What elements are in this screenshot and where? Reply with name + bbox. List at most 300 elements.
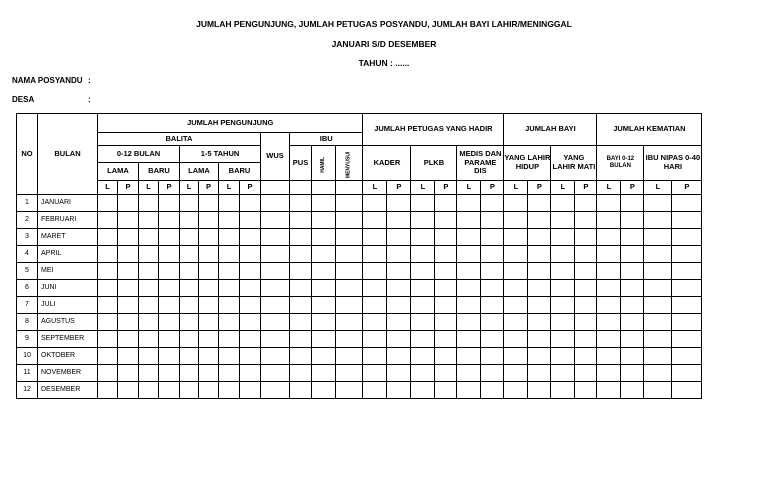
data-cell[interactable] xyxy=(621,382,644,399)
data-cell[interactable] xyxy=(261,348,290,365)
data-cell[interactable] xyxy=(575,314,597,331)
data-cell[interactable] xyxy=(98,331,118,348)
data-cell[interactable] xyxy=(240,246,261,263)
data-cell[interactable] xyxy=(551,314,575,331)
data-cell[interactable] xyxy=(672,195,702,212)
data-cell[interactable] xyxy=(621,280,644,297)
data-cell[interactable] xyxy=(199,246,219,263)
data-cell[interactable] xyxy=(219,246,240,263)
data-cell[interactable] xyxy=(597,246,621,263)
data-cell[interactable] xyxy=(336,365,363,382)
data-cell[interactable] xyxy=(240,229,261,246)
data-cell[interactable] xyxy=(411,212,435,229)
data-cell[interactable] xyxy=(644,246,672,263)
data-cell[interactable] xyxy=(597,212,621,229)
data-cell[interactable] xyxy=(199,195,219,212)
data-cell[interactable] xyxy=(363,263,387,280)
data-cell[interactable] xyxy=(336,263,363,280)
data-cell[interactable] xyxy=(312,314,336,331)
data-cell[interactable] xyxy=(528,365,551,382)
data-cell[interactable] xyxy=(551,348,575,365)
data-cell[interactable] xyxy=(219,365,240,382)
data-cell[interactable] xyxy=(481,246,504,263)
data-cell[interactable] xyxy=(621,263,644,280)
data-cell[interactable] xyxy=(261,314,290,331)
data-cell[interactable] xyxy=(504,297,528,314)
data-cell[interactable] xyxy=(363,212,387,229)
data-cell[interactable] xyxy=(363,365,387,382)
data-cell[interactable] xyxy=(504,331,528,348)
data-cell[interactable] xyxy=(180,314,199,331)
data-cell[interactable] xyxy=(180,365,199,382)
data-cell[interactable] xyxy=(290,297,312,314)
data-cell[interactable] xyxy=(435,314,457,331)
data-cell[interactable] xyxy=(551,382,575,399)
data-cell[interactable] xyxy=(528,195,551,212)
data-cell[interactable] xyxy=(644,365,672,382)
data-cell[interactable] xyxy=(336,297,363,314)
data-cell[interactable] xyxy=(240,297,261,314)
data-cell[interactable] xyxy=(159,280,180,297)
data-cell[interactable] xyxy=(261,365,290,382)
data-cell[interactable] xyxy=(597,195,621,212)
data-cell[interactable] xyxy=(98,195,118,212)
data-cell[interactable] xyxy=(219,212,240,229)
data-cell[interactable] xyxy=(387,280,411,297)
data-cell[interactable] xyxy=(312,212,336,229)
data-cell[interactable] xyxy=(139,263,159,280)
data-cell[interactable] xyxy=(180,280,199,297)
data-cell[interactable] xyxy=(336,229,363,246)
data-cell[interactable] xyxy=(644,348,672,365)
data-cell[interactable] xyxy=(575,297,597,314)
data-cell[interactable] xyxy=(504,382,528,399)
data-cell[interactable] xyxy=(290,348,312,365)
data-cell[interactable] xyxy=(290,229,312,246)
data-cell[interactable] xyxy=(387,246,411,263)
data-cell[interactable] xyxy=(597,280,621,297)
data-cell[interactable] xyxy=(240,263,261,280)
data-cell[interactable] xyxy=(504,195,528,212)
data-cell[interactable] xyxy=(481,263,504,280)
data-cell[interactable] xyxy=(621,212,644,229)
data-cell[interactable] xyxy=(457,195,481,212)
data-cell[interactable] xyxy=(159,314,180,331)
data-cell[interactable] xyxy=(118,195,139,212)
data-cell[interactable] xyxy=(621,195,644,212)
data-cell[interactable] xyxy=(219,195,240,212)
data-cell[interactable] xyxy=(118,229,139,246)
data-cell[interactable] xyxy=(219,382,240,399)
data-cell[interactable] xyxy=(457,365,481,382)
data-cell[interactable] xyxy=(672,263,702,280)
data-cell[interactable] xyxy=(290,382,312,399)
data-cell[interactable] xyxy=(159,263,180,280)
data-cell[interactable] xyxy=(481,195,504,212)
data-cell[interactable] xyxy=(98,263,118,280)
data-cell[interactable] xyxy=(644,382,672,399)
data-cell[interactable] xyxy=(575,246,597,263)
data-cell[interactable] xyxy=(312,331,336,348)
data-cell[interactable] xyxy=(139,280,159,297)
data-cell[interactable] xyxy=(139,348,159,365)
data-cell[interactable] xyxy=(240,331,261,348)
data-cell[interactable] xyxy=(551,195,575,212)
data-cell[interactable] xyxy=(159,348,180,365)
data-cell[interactable] xyxy=(528,229,551,246)
data-cell[interactable] xyxy=(363,331,387,348)
data-cell[interactable] xyxy=(363,297,387,314)
data-cell[interactable] xyxy=(363,314,387,331)
data-cell[interactable] xyxy=(159,246,180,263)
data-cell[interactable] xyxy=(435,297,457,314)
data-cell[interactable] xyxy=(575,331,597,348)
data-cell[interactable] xyxy=(435,365,457,382)
data-cell[interactable] xyxy=(363,348,387,365)
data-cell[interactable] xyxy=(672,246,702,263)
data-cell[interactable] xyxy=(139,212,159,229)
data-cell[interactable] xyxy=(118,212,139,229)
data-cell[interactable] xyxy=(139,314,159,331)
data-cell[interactable] xyxy=(644,280,672,297)
data-cell[interactable] xyxy=(435,348,457,365)
data-cell[interactable] xyxy=(481,314,504,331)
data-cell[interactable] xyxy=(240,365,261,382)
data-cell[interactable] xyxy=(363,195,387,212)
data-cell[interactable] xyxy=(336,195,363,212)
data-cell[interactable] xyxy=(240,212,261,229)
data-cell[interactable] xyxy=(621,331,644,348)
data-cell[interactable] xyxy=(504,229,528,246)
data-cell[interactable] xyxy=(435,246,457,263)
data-cell[interactable] xyxy=(261,280,290,297)
data-cell[interactable] xyxy=(387,229,411,246)
data-cell[interactable] xyxy=(597,365,621,382)
data-cell[interactable] xyxy=(672,348,702,365)
data-cell[interactable] xyxy=(336,331,363,348)
data-cell[interactable] xyxy=(159,382,180,399)
data-cell[interactable] xyxy=(98,229,118,246)
data-cell[interactable] xyxy=(621,229,644,246)
data-cell[interactable] xyxy=(551,297,575,314)
data-cell[interactable] xyxy=(481,331,504,348)
data-cell[interactable] xyxy=(644,331,672,348)
data-cell[interactable] xyxy=(411,229,435,246)
data-cell[interactable] xyxy=(672,314,702,331)
data-cell[interactable] xyxy=(199,212,219,229)
data-cell[interactable] xyxy=(504,314,528,331)
data-cell[interactable] xyxy=(118,280,139,297)
data-cell[interactable] xyxy=(139,331,159,348)
data-cell[interactable] xyxy=(481,280,504,297)
data-cell[interactable] xyxy=(411,246,435,263)
data-cell[interactable] xyxy=(504,348,528,365)
data-cell[interactable] xyxy=(481,212,504,229)
data-cell[interactable] xyxy=(597,348,621,365)
data-cell[interactable] xyxy=(118,348,139,365)
data-cell[interactable] xyxy=(180,297,199,314)
data-cell[interactable] xyxy=(118,365,139,382)
data-cell[interactable] xyxy=(290,280,312,297)
data-cell[interactable] xyxy=(139,246,159,263)
data-cell[interactable] xyxy=(457,314,481,331)
data-cell[interactable] xyxy=(435,280,457,297)
data-cell[interactable] xyxy=(551,212,575,229)
data-cell[interactable] xyxy=(261,246,290,263)
data-cell[interactable] xyxy=(551,280,575,297)
data-cell[interactable] xyxy=(199,280,219,297)
data-cell[interactable] xyxy=(411,331,435,348)
data-cell[interactable] xyxy=(219,297,240,314)
data-cell[interactable] xyxy=(435,229,457,246)
data-cell[interactable] xyxy=(199,229,219,246)
data-cell[interactable] xyxy=(528,212,551,229)
data-cell[interactable] xyxy=(219,263,240,280)
data-cell[interactable] xyxy=(336,280,363,297)
data-cell[interactable] xyxy=(672,365,702,382)
data-cell[interactable] xyxy=(551,246,575,263)
data-cell[interactable] xyxy=(336,246,363,263)
data-cell[interactable] xyxy=(312,195,336,212)
data-cell[interactable] xyxy=(644,195,672,212)
data-cell[interactable] xyxy=(336,314,363,331)
data-cell[interactable] xyxy=(644,263,672,280)
data-cell[interactable] xyxy=(180,246,199,263)
data-cell[interactable] xyxy=(575,263,597,280)
data-cell[interactable] xyxy=(312,280,336,297)
data-cell[interactable] xyxy=(139,195,159,212)
data-cell[interactable] xyxy=(528,263,551,280)
data-cell[interactable] xyxy=(551,263,575,280)
data-cell[interactable] xyxy=(312,297,336,314)
data-cell[interactable] xyxy=(411,382,435,399)
data-cell[interactable] xyxy=(363,246,387,263)
data-cell[interactable] xyxy=(180,212,199,229)
data-cell[interactable] xyxy=(528,246,551,263)
data-cell[interactable] xyxy=(644,212,672,229)
data-cell[interactable] xyxy=(290,246,312,263)
data-cell[interactable] xyxy=(98,382,118,399)
data-cell[interactable] xyxy=(261,263,290,280)
data-cell[interactable] xyxy=(199,348,219,365)
data-cell[interactable] xyxy=(504,365,528,382)
data-cell[interactable] xyxy=(290,314,312,331)
data-cell[interactable] xyxy=(644,297,672,314)
data-cell[interactable] xyxy=(199,263,219,280)
data-cell[interactable] xyxy=(139,229,159,246)
data-cell[interactable] xyxy=(504,280,528,297)
data-cell[interactable] xyxy=(411,348,435,365)
data-cell[interactable] xyxy=(180,348,199,365)
data-cell[interactable] xyxy=(118,382,139,399)
data-cell[interactable] xyxy=(387,263,411,280)
data-cell[interactable] xyxy=(180,263,199,280)
data-cell[interactable] xyxy=(597,382,621,399)
data-cell[interactable] xyxy=(672,297,702,314)
data-cell[interactable] xyxy=(457,297,481,314)
data-cell[interactable] xyxy=(261,331,290,348)
data-cell[interactable] xyxy=(98,314,118,331)
data-cell[interactable] xyxy=(159,365,180,382)
data-cell[interactable] xyxy=(457,331,481,348)
data-cell[interactable] xyxy=(312,365,336,382)
data-cell[interactable] xyxy=(139,382,159,399)
data-cell[interactable] xyxy=(575,212,597,229)
data-cell[interactable] xyxy=(363,229,387,246)
data-cell[interactable] xyxy=(528,314,551,331)
data-cell[interactable] xyxy=(387,297,411,314)
data-cell[interactable] xyxy=(457,246,481,263)
data-cell[interactable] xyxy=(159,229,180,246)
data-cell[interactable] xyxy=(644,229,672,246)
data-cell[interactable] xyxy=(387,348,411,365)
data-cell[interactable] xyxy=(597,331,621,348)
data-cell[interactable] xyxy=(504,263,528,280)
data-cell[interactable] xyxy=(435,331,457,348)
data-cell[interactable] xyxy=(312,246,336,263)
data-cell[interactable] xyxy=(457,280,481,297)
data-cell[interactable] xyxy=(528,348,551,365)
data-cell[interactable] xyxy=(336,348,363,365)
data-cell[interactable] xyxy=(159,195,180,212)
data-cell[interactable] xyxy=(457,263,481,280)
data-cell[interactable] xyxy=(672,280,702,297)
data-cell[interactable] xyxy=(240,348,261,365)
data-cell[interactable] xyxy=(481,229,504,246)
data-cell[interactable] xyxy=(118,263,139,280)
data-cell[interactable] xyxy=(551,229,575,246)
data-cell[interactable] xyxy=(312,229,336,246)
data-cell[interactable] xyxy=(363,280,387,297)
data-cell[interactable] xyxy=(575,382,597,399)
data-cell[interactable] xyxy=(139,297,159,314)
data-cell[interactable] xyxy=(621,314,644,331)
data-cell[interactable] xyxy=(435,212,457,229)
data-cell[interactable] xyxy=(575,365,597,382)
data-cell[interactable] xyxy=(261,229,290,246)
data-cell[interactable] xyxy=(199,382,219,399)
data-cell[interactable] xyxy=(290,331,312,348)
data-cell[interactable] xyxy=(504,212,528,229)
data-cell[interactable] xyxy=(481,382,504,399)
data-cell[interactable] xyxy=(219,280,240,297)
data-cell[interactable] xyxy=(336,212,363,229)
data-cell[interactable] xyxy=(98,365,118,382)
data-cell[interactable] xyxy=(98,348,118,365)
data-cell[interactable] xyxy=(199,331,219,348)
data-cell[interactable] xyxy=(597,314,621,331)
data-cell[interactable] xyxy=(411,314,435,331)
data-cell[interactable] xyxy=(528,280,551,297)
data-cell[interactable] xyxy=(199,297,219,314)
data-cell[interactable] xyxy=(219,314,240,331)
data-cell[interactable] xyxy=(435,263,457,280)
data-cell[interactable] xyxy=(98,280,118,297)
data-cell[interactable] xyxy=(261,382,290,399)
data-cell[interactable] xyxy=(528,331,551,348)
data-cell[interactable] xyxy=(180,382,199,399)
data-cell[interactable] xyxy=(672,212,702,229)
data-cell[interactable] xyxy=(411,280,435,297)
data-cell[interactable] xyxy=(597,297,621,314)
data-cell[interactable] xyxy=(597,263,621,280)
data-cell[interactable] xyxy=(180,229,199,246)
data-cell[interactable] xyxy=(457,382,481,399)
data-cell[interactable] xyxy=(180,195,199,212)
data-cell[interactable] xyxy=(363,382,387,399)
data-cell[interactable] xyxy=(672,229,702,246)
data-cell[interactable] xyxy=(387,331,411,348)
data-cell[interactable] xyxy=(261,212,290,229)
data-cell[interactable] xyxy=(159,331,180,348)
data-cell[interactable] xyxy=(387,314,411,331)
data-cell[interactable] xyxy=(180,331,199,348)
data-cell[interactable] xyxy=(98,297,118,314)
data-cell[interactable] xyxy=(672,331,702,348)
data-cell[interactable] xyxy=(219,331,240,348)
data-cell[interactable] xyxy=(387,382,411,399)
data-cell[interactable] xyxy=(199,365,219,382)
data-cell[interactable] xyxy=(575,348,597,365)
data-cell[interactable] xyxy=(528,297,551,314)
data-cell[interactable] xyxy=(219,229,240,246)
data-cell[interactable] xyxy=(481,365,504,382)
data-cell[interactable] xyxy=(644,314,672,331)
data-cell[interactable] xyxy=(261,195,290,212)
data-cell[interactable] xyxy=(551,331,575,348)
data-cell[interactable] xyxy=(387,195,411,212)
data-cell[interactable] xyxy=(411,365,435,382)
data-cell[interactable] xyxy=(387,212,411,229)
data-cell[interactable] xyxy=(240,195,261,212)
data-cell[interactable] xyxy=(240,382,261,399)
data-cell[interactable] xyxy=(336,382,363,399)
data-cell[interactable] xyxy=(199,314,219,331)
data-cell[interactable] xyxy=(98,212,118,229)
data-cell[interactable] xyxy=(290,263,312,280)
data-cell[interactable] xyxy=(435,195,457,212)
data-cell[interactable] xyxy=(118,246,139,263)
data-cell[interactable] xyxy=(219,348,240,365)
data-cell[interactable] xyxy=(621,365,644,382)
data-cell[interactable] xyxy=(551,365,575,382)
data-cell[interactable] xyxy=(312,263,336,280)
data-cell[interactable] xyxy=(118,331,139,348)
data-cell[interactable] xyxy=(118,297,139,314)
data-cell[interactable] xyxy=(411,195,435,212)
data-cell[interactable] xyxy=(457,212,481,229)
data-cell[interactable] xyxy=(528,382,551,399)
data-cell[interactable] xyxy=(621,348,644,365)
data-cell[interactable] xyxy=(457,229,481,246)
data-cell[interactable] xyxy=(435,382,457,399)
data-cell[interactable] xyxy=(575,229,597,246)
data-cell[interactable] xyxy=(240,314,261,331)
data-cell[interactable] xyxy=(621,246,644,263)
data-cell[interactable] xyxy=(290,195,312,212)
data-cell[interactable] xyxy=(597,229,621,246)
data-cell[interactable] xyxy=(118,314,139,331)
data-cell[interactable] xyxy=(312,348,336,365)
data-cell[interactable] xyxy=(481,348,504,365)
data-cell[interactable] xyxy=(312,382,336,399)
data-cell[interactable] xyxy=(240,280,261,297)
data-cell[interactable] xyxy=(575,195,597,212)
data-cell[interactable] xyxy=(261,297,290,314)
data-cell[interactable] xyxy=(575,280,597,297)
data-cell[interactable] xyxy=(411,297,435,314)
data-cell[interactable] xyxy=(672,382,702,399)
